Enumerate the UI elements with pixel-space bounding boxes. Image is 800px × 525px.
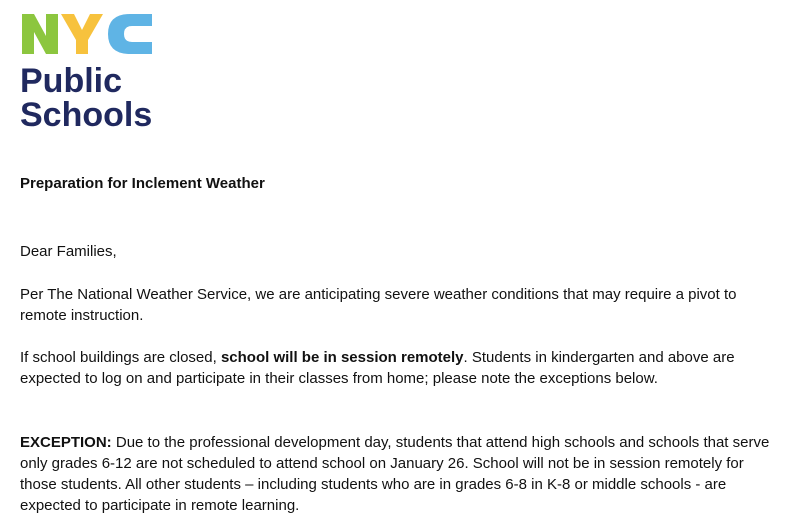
logo-letter-c xyxy=(108,14,152,54)
remote-session-suffix: . Students in kindergarten and above are expected to log on and participate in their classes from home; please note the exceptions below. xyxy=(20,349,735,387)
nyc-public-schools-logo xyxy=(20,12,170,130)
paragraph-remote-session xyxy=(20,347,780,389)
logo-letter-n xyxy=(22,14,58,54)
paragraph-weather-notice: Per The National Weather Service, we are anticipating severe weather conditions that may require a pivot to remote instruction. xyxy=(20,286,737,324)
paragraph-exception xyxy=(20,432,780,516)
remote-session-prefix: If school buildings are closed, xyxy=(20,349,221,366)
logo-public: Public xyxy=(20,62,123,100)
remote-session-bold: school will be in session remotely xyxy=(220,349,464,366)
exception-text: Due to the professional development day, students that attend high schools and schools that serve only grades 6-12 are not scheduled to attend school on January 26. School will not be in session remotely for those students. All other students – including students who are in grades 6-8 in K-8 or middle schools - are expected to participate in remote learning. xyxy=(20,434,770,514)
document-title: Preparation for Inclement Weather xyxy=(20,175,265,192)
greeting: Dear Families, xyxy=(20,243,117,260)
logo-letter-y xyxy=(61,14,103,54)
exception-label: EXCEPTION: xyxy=(20,434,112,451)
logo-graphic xyxy=(20,12,170,130)
logo-schools: Schools xyxy=(20,96,153,130)
